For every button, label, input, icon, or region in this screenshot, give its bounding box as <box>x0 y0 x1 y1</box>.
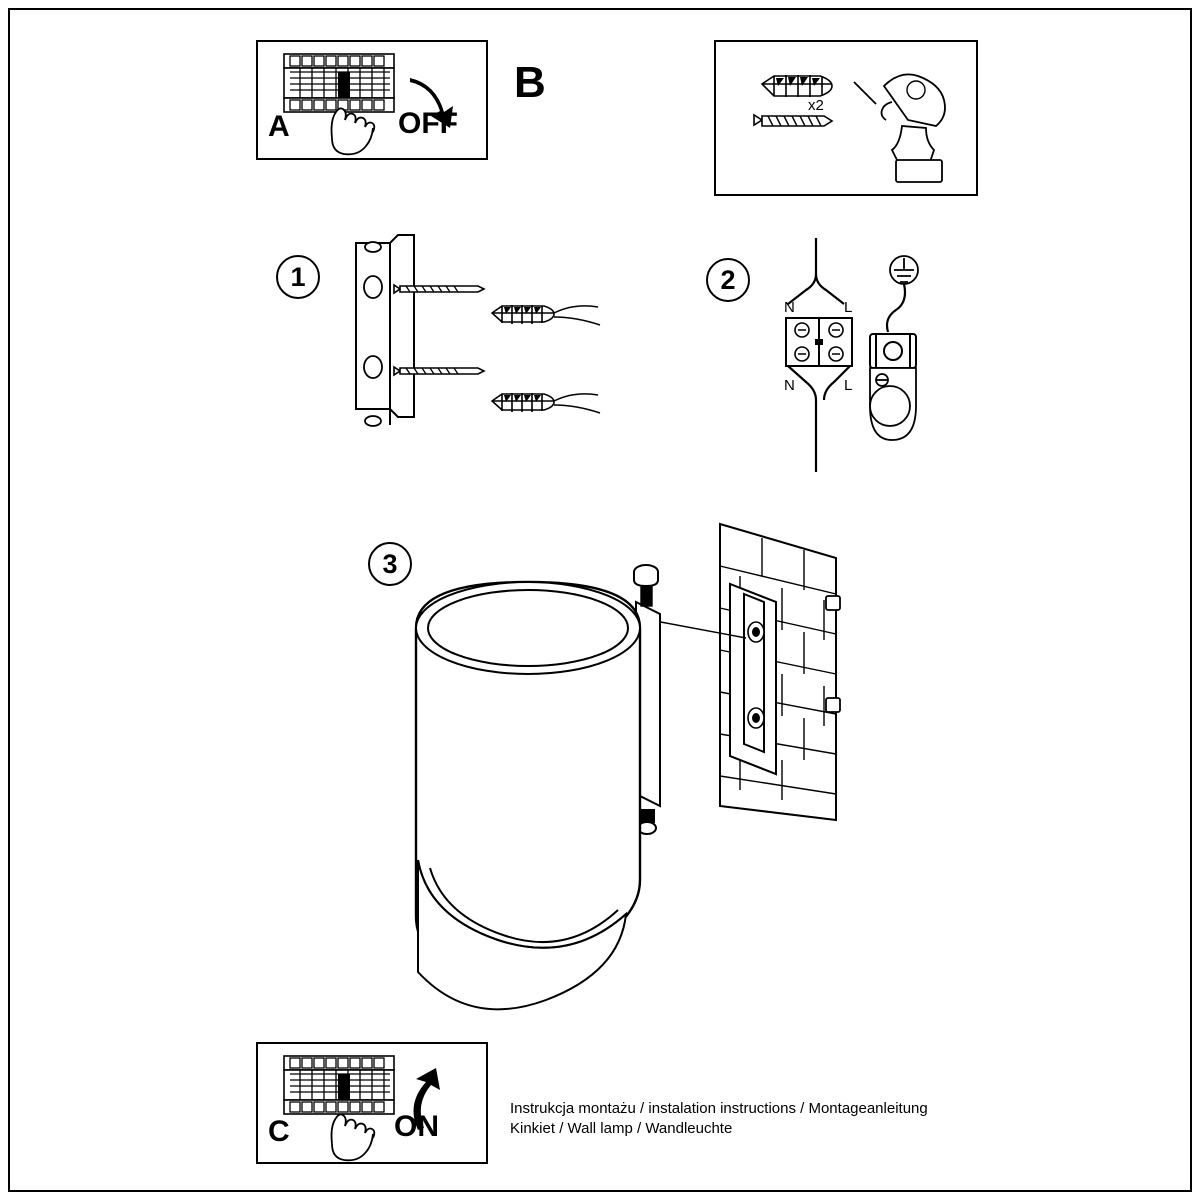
step-2-illustration <box>770 230 990 510</box>
terminal-label-l-top: L <box>844 299 853 316</box>
panel-a-letter: A <box>268 110 290 143</box>
terminal-label-l-bottom: L <box>844 377 853 394</box>
step-1-number: 1 <box>276 255 320 299</box>
panel-b <box>714 40 978 196</box>
panel-c-letter: C <box>268 1115 290 1148</box>
footer-line-1: Instrukcja montażu / instalation instructions / Montageanleitung <box>510 1100 928 1117</box>
plug-quantity-label: x2 <box>808 97 824 114</box>
terminal-label-n-top: N <box>784 299 795 316</box>
step-3-number: 3 <box>368 542 412 586</box>
step-2-number: 2 <box>706 258 750 302</box>
earth-symbol-icon <box>890 256 918 284</box>
terminal-label-n-bottom: N <box>784 377 795 394</box>
footer-line-2: Kinkiet / Wall lamp / Wandleuchte <box>510 1120 733 1137</box>
panel-b-illustration <box>716 42 976 194</box>
step-1-illustration <box>340 225 630 455</box>
step-3-illustration <box>400 510 870 1040</box>
panel-a <box>256 40 488 160</box>
panel-b-letter: B <box>514 58 546 107</box>
panel-c <box>256 1042 488 1164</box>
panel-c-illustration <box>258 1044 486 1162</box>
panel-c-state-label: ON <box>394 1110 439 1143</box>
panel-a-state-label: OFF <box>398 107 458 140</box>
